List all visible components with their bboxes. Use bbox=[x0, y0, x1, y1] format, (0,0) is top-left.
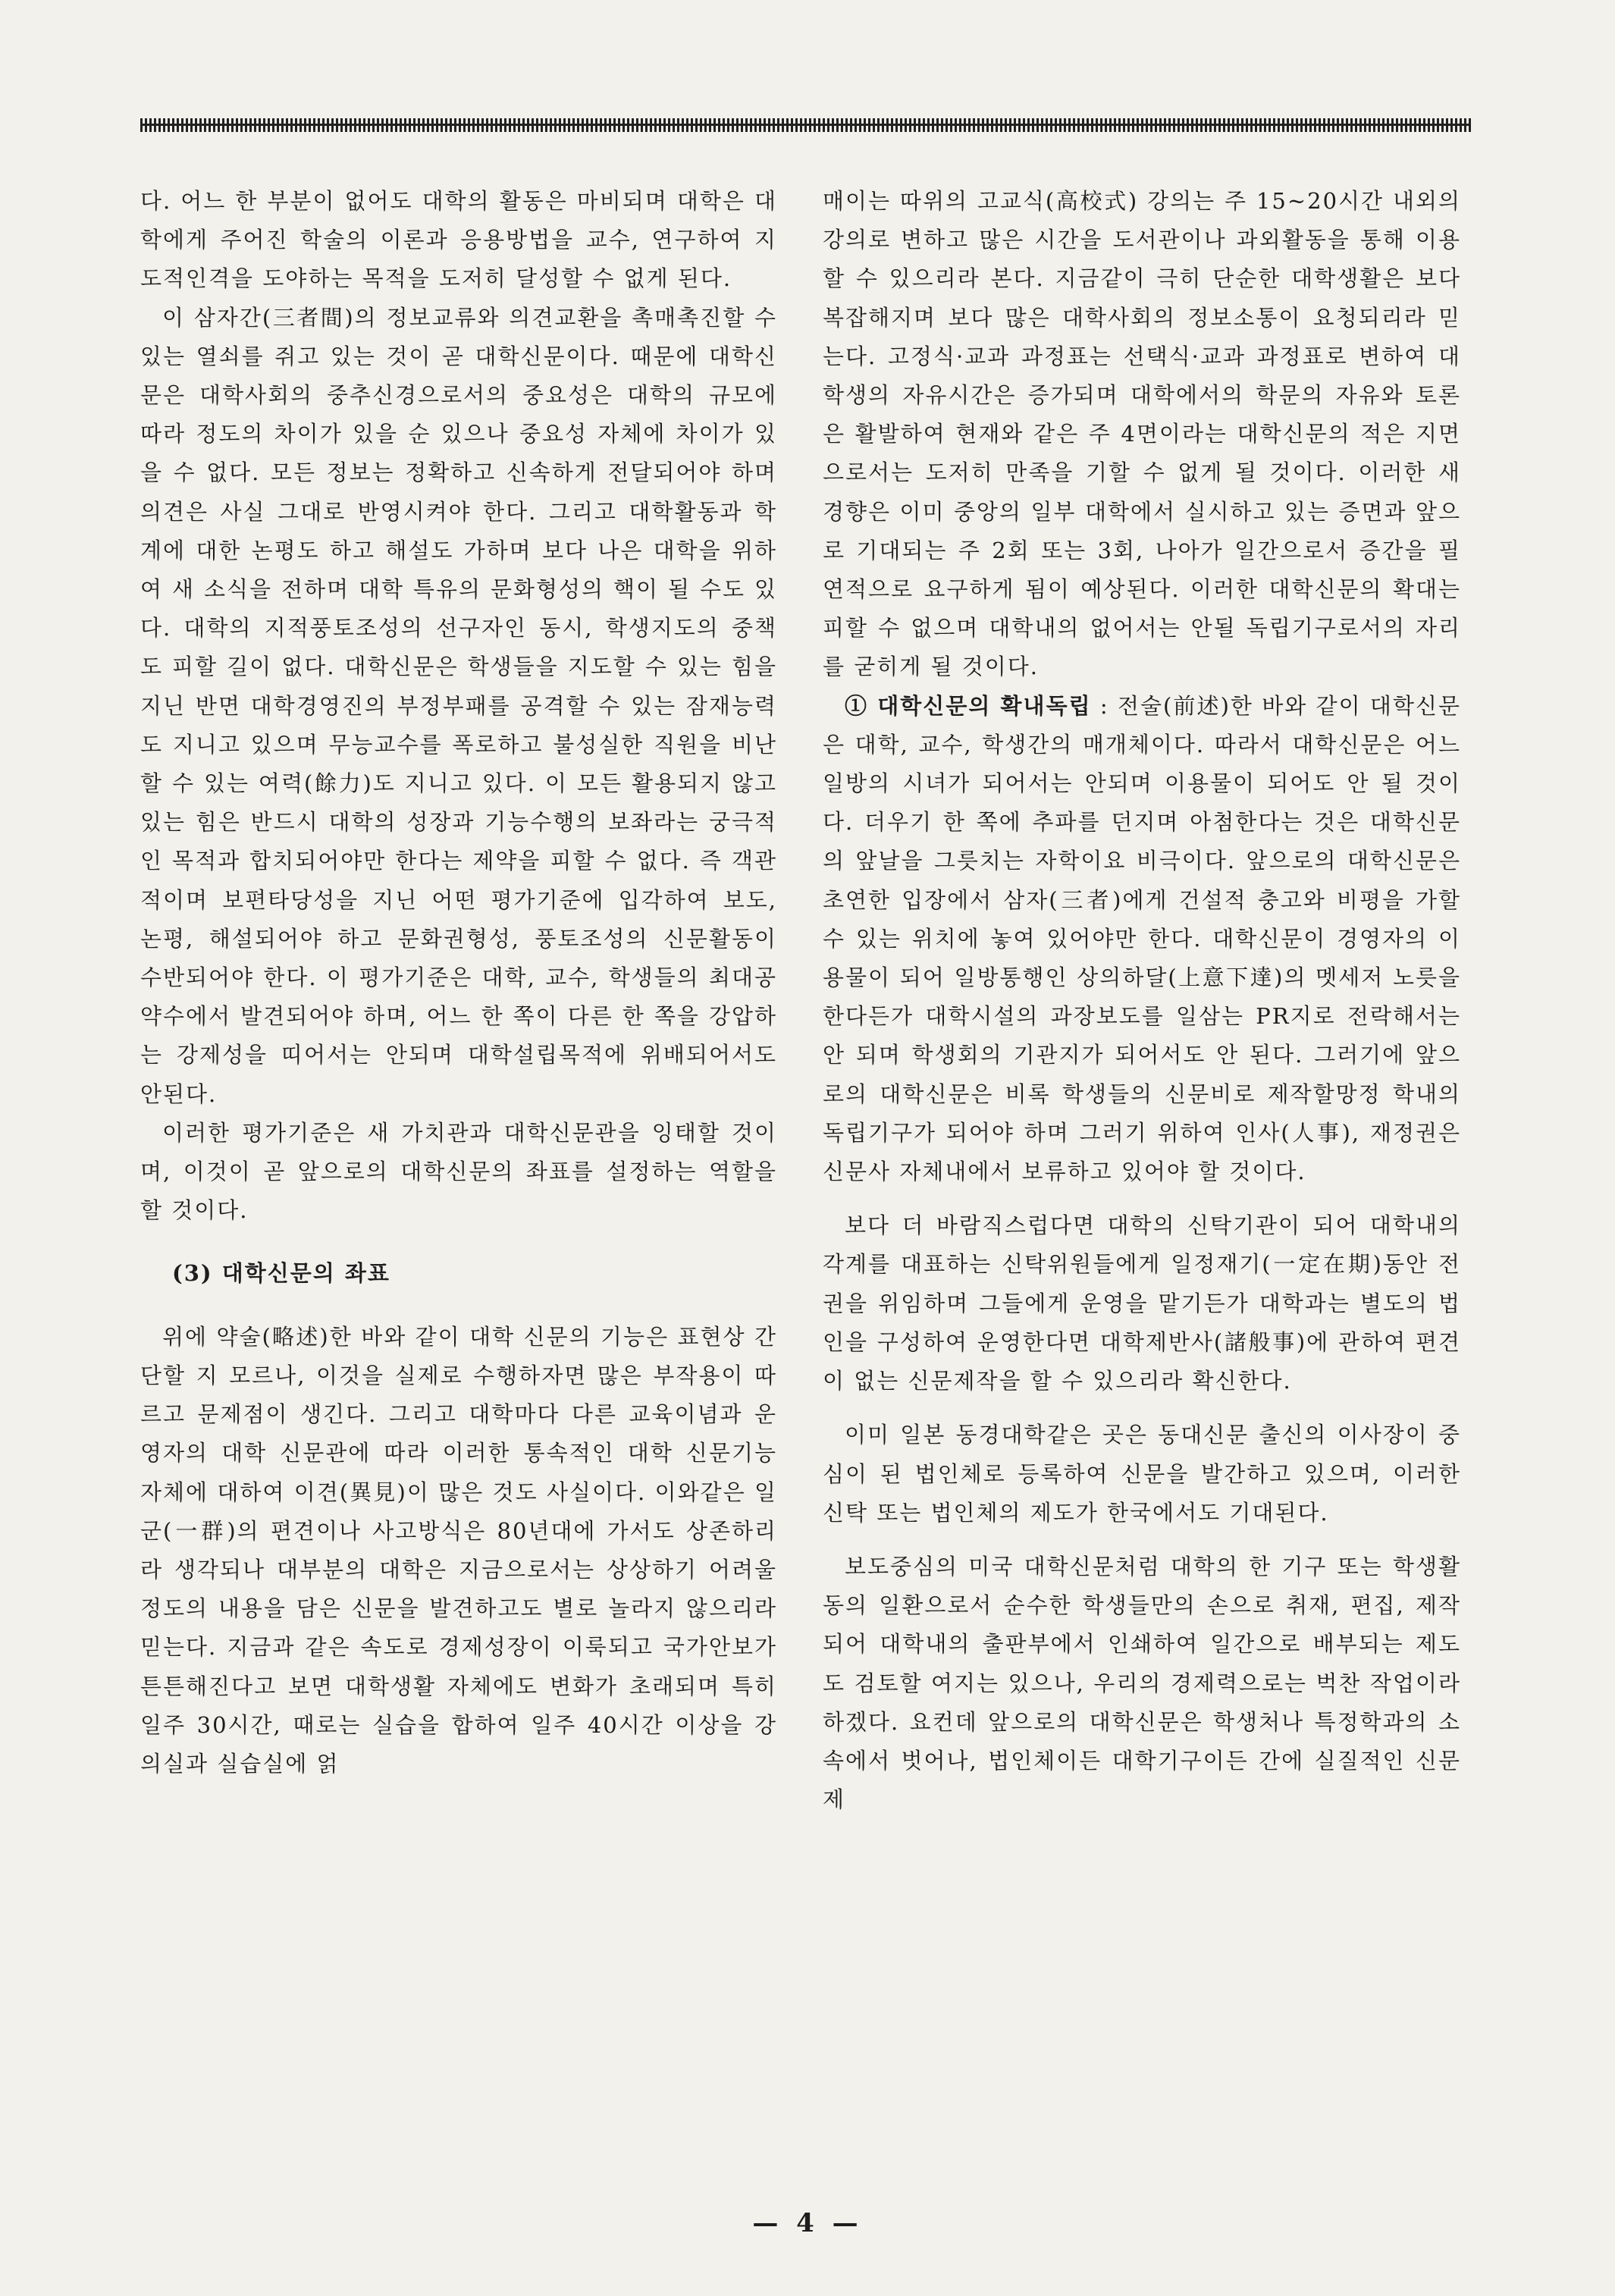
right-paragraph-2 bbox=[823, 687, 1461, 1192]
left-paragraph-4: 위에 약술(略述)한 바와 같이 대학 신문의 기능은 표현상 간단할 지 모르나, 이것을 실제로 수행하자면 많은 부작용이 따르고 문제점이 생긴다. 그리고 대학마다 다른 교육이념과 운영자의 대학 신문관에 따라 이러한 통속적인 대학 신문기능 자체에 대하여 이견(異見)이 많은 것도 사실이다. 이와같은 일군(一群)의 편견이나 사고방식은 80년대에 가서도 상존하리라 생각되나 대부분의 대학은 지금으로서는 상상하기 어려울 정도의 내용을 담은 신문을 발견하고도 별로 놀라지 않으리라 믿는다. 지금과 같은 속도로 경제성장이 이룩되고 국가안보가 튼튼해진다고 보면 대학생활 자체에도 변화가 초래되며 특히 일주 30시간, 때로는 실습을 합하여 일주 40시간 이상을 강의실과 실습실에 얽 bbox=[140, 1323, 777, 1777]
right-paragraph-4: 이미 일본 동경대학같은 곳은 동대신문 출신의 이사장이 중심이 된 법인체로 등록하여 신문을 발간하고 있으며, 이러한 신탁 또는 법인체의 제도가 한국에서도 기대된다. bbox=[823, 1422, 1461, 1526]
page-number: — 4 — bbox=[752, 2208, 863, 2238]
right-paragraph-2-text: : 전술(前述)한 바와 같이 대학신문은 대학, 교수, 학생간의 매개체이다. 따라서 대학신문은 어느 일방의 시녀가 되어서는 안되며 이용물이 되어도 안 될 것이다. 더우기 한 쪽에 추파를 던지며 아첨한다는 것은 대학신문의 앞날을 그릇치는 자학이요 비극이다. 앞으로의 대학신문은 초연한 입장에서 삼자(三者)에게 건설적 충고와 비평을 가할 수 있는 위치에 놓여 있어야만 한다. 대학신문이 경영자의 이용물이 되어 일방통행인 상의하달(上意下達)의 멧세저 노릇을 한다든가 대학시설의 과장보도를 일삼는 PR지로 전락해서는 안 되며 학생회의 기관지가 되어서도 안 된다. 그러기에 앞으로의 대학신문은 비록 학생들의 신문비로 제작할망정 학내의 독립기구가 되어야 하며 그러기 위하여 인사(人事), 재정권은 신문사 자체내에서 보류하고 있어야 할 것이다. bbox=[823, 692, 1461, 1185]
right-column bbox=[823, 182, 1461, 1819]
left-column bbox=[140, 182, 777, 1783]
section-heading: (3) 대학신문의 좌표 bbox=[172, 1260, 390, 1287]
right-paragraph-5: 보도중심의 미국 대학신문처럼 대학의 한 기구 또는 학생활동의 일환으로서 순수한 학생들만의 손으로 취재, 편집, 제작되어 대학내의 출판부에서 인쇄하여 일간으로 배부되는 제도도 검토할 여지는 있으나, 우리의 경제력으로는 벅찬 작업이라 하겠다. 요컨데 앞으로의 대학신문은 학생처나 특정학과의 소속에서 벗어나, 법인체이든 대학기구이든 간에 실질적인 신문제 bbox=[823, 1553, 1461, 1813]
left-paragraph-3: 이러한 평가기준은 새 가치관과 대학신문관을 잉태할 것이며, 이것이 곧 앞으로의 대학신문의 좌표를 설정하는 역할을 할 것이다. bbox=[140, 1119, 777, 1224]
left-paragraph-2: 이 삼자간(三者間)의 정보교류와 의견교환을 촉매촉진할 수 있는 열쇠를 쥐고 있는 것이 곧 대학신문이다. 때문에 대학신문은 대학사회의 중추신경으로서의 중요성은 대학의 규모에 따라 정도의 차이가 있을 순 있으나 중요성 자체에 차이가 있을 수 없다. 모든 정보는 정확하고 신속하게 전달되어야 하며 의견은 사실 그대로 반영시켜야 한다. 그리고 대학활동과 학계에 대한 논평도 하고 해설도 가하며 보다 나은 대학을 위하여 새 소식을 전하며 대학 특유의 문화형성의 핵이 될 수도 있다. 대학의 지적풍토조성의 선구자인 동시, 학생지도의 중책도 피할 길이 없다. 대학신문은 학생들을 지도할 수 있는 힘을 지닌 반면 대학경영진의 부정부패를 공격할 수 있는 잠재능력도 지니고 있으며 무능교수를 폭로하고 불성실한 직원을 비난할 수 있는 여력(餘力)도 지니고 있다. 이 모든 활용되지 않고 있는 힘은 반드시 대학의 성장과 기능수행의 보좌라는 궁극적인 목적과 합치되어야만 한다는 제약을 피할 수 없다. 즉 객관적이며 보편타당성을 지닌 어떤 평가기준에 입각하여 보도, 논평, 해설되어야 하고 문화권형성, 풍토조성의 신문활동이 수반되어야 한다. 이 평가기준은 대학, 교수, 학생들의 최대공약수에서 발견되어야 하며, 어느 한 쪽이 다른 한 쪽을 강압하는 강제성을 띠어서는 안되며 대학설립목적에 위배되어서도 안된다. bbox=[140, 304, 777, 1107]
right-paragraph-1: 매이는 따위의 고교식(高校式) 강의는 주 15~20시간 내외의 강의로 변하고 많은 시간을 도서관이나 과외활동을 통해 이용할 수 있으리라 본다. 지금같이 극히 단순한 대학생활은 보다 복잡해지며 보다 많은 대학사회의 정보소통이 요청되리라 믿는다. 고정식·교과 과정표는 선택식·교과 과정표로 변하여 대학생의 자유시간은 증가되며 대학에서의 학문의 자유와 토론은 활발하여 현재와 같은 주 4면이라는 대학신문의 적은 지면으로서는 도저히 만족을 기할 수 없게 될 것이다. 이러한 새 경향은 이미 중앙의 일부 대학에서 실시하고 있는 증면과 앞으로 기대되는 주 2회 또는 3회, 나아가 일간으로서 증간을 필연적으로 요구하게 됨이 예상된다. 이러한 대학신문의 확대는 피할 수 없으며 대학내의 없어서는 안될 독립기구로서의 자리를 굳히게 될 것이다. bbox=[823, 188, 1461, 680]
decorative-top-border bbox=[140, 115, 1471, 135]
left-paragraph-1: 다. 어느 한 부분이 없어도 대학의 활동은 마비되며 대학은 대학에게 주어진 학술의 이론과 응용방법을 교수, 연구하여 지도적인격을 도야하는 목적을 도저히 달성할 수 없게 된다. bbox=[140, 188, 777, 292]
right-paragraph-3: 보다 더 바람직스럽다면 대학의 신탁기관이 되어 대학내의 각계를 대표하는 신탁위원들에게 일정재기(一定在期)동안 전권을 위임하며 그들에게 운영을 맡기든가 대학과는 별도의 법인을 구성하여 운영한다면 대학제반사(諸般事)에 관하여 편견이 없는 신문제작을 할 수 있으리라 확신한다. bbox=[823, 1212, 1461, 1394]
subsection-heading: ① 대학신문의 확내독립 bbox=[845, 692, 1092, 719]
